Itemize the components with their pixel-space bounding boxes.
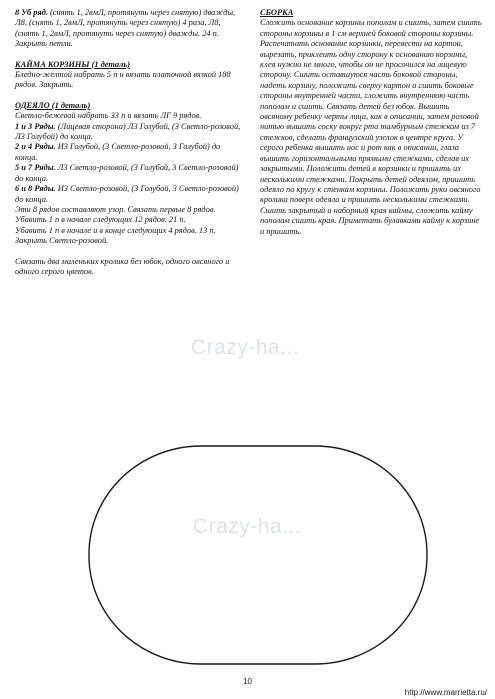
row-instruction [15,163,241,184]
decrease-1: Убавить 1 п в начале следующих 12 рядов. 21 п. [15,215,186,225]
left-column [15,8,241,277]
blanket-intro: Светло-бежевой набрать 33 п и вязать ЛГ 9 рядов. [15,111,202,121]
assembly-heading: СБОРКА [260,8,294,17]
row8-text: (снять 1, 2вмЛ, протянуть через снятую) дважды, Л8, (снять 1, 2вмЛ, протянуть через снятую) 4 раза, Л8, (снять 1, 2вмЛ, протянуть через снятую) дважды. 24 п. [15,8,236,38]
row-label: 1 и 3 Ряды. [15,121,56,131]
row-text: Л3 Светло-розовой, (3 Голубой, 3 Светло-розовой) до конца. [15,163,239,183]
row-instruction [15,122,241,143]
assembly-text: Сложить основание корзины пополам и сшить, затем сшить стороны корзины в 1 см верхней боковой стороны корзины. Распечатать основание корзинки, перевести на картон, вырезать, приклеить одну сторону к основанию корзины, клея нужно не много, чтобы он не просочился на лицевую сторону. Сшить оставшуюся часть боковой стороны, надеть корзину, положить сверху картон и сшить боковые стороны внутренней части, сложить внутреннюю часть пополам и сшить. Связать детей без юбок. Вышить овсяному ребенку черты лица, как в описании, затем розовой нитью вышить соску вокруг рта тамбурным стежком из 7 стежков, сделать французский узелок в центре круга. У серого ребенка вышить нос и рот как в описании, глаза вышить горизонтальными прямыми стежками, сделав их закрытыми. Положить детей в корзинки и пришить их несколькими стежками. Покрыть детей одеялом, пришить одеяло по кругу к стенкам корзины. Положить руки овсяного кролика поверх одеяла и пришить несколькими стежками. Сшить закрытый и наборный края каймы, сложить кайму пополам сшить края. Приметать булавками кайму к корзине и пришить. [260,18,482,236]
row-text: (Лицевая сторона) Л3 Голубой, (3 Светло-розовой, Л3 Голубой) до конца. [15,121,241,142]
close-loops: Закрыть петли. [15,39,73,49]
row-label: 2 и 4 Ряды. [15,142,56,152]
row8-paragraph [15,8,241,39]
watermark: Crazy-ha... [193,515,302,538]
border-heading: КАЙМА КОРЗИНЫ (1 деталь) [15,59,131,69]
row-text: И3 Голубой, (3 Светло-розовой, 3 Голубой) до конца. [15,142,221,162]
row8-label: 8 Уб ряд. [15,8,48,17]
rabbits-note: Связать два маленьких кролика без юбок, одного овсяного и одного серого цветов. [15,256,230,276]
border-text: Бледно-желтой набрать 5 п и вязать платочной вязкой 188 рядов. Закрыть. [15,70,231,90]
right-column [260,8,482,237]
site-url: http://www.marrietta.ru/ [404,688,487,697]
watermark: Crazy-ha... [191,336,300,359]
blanket-heading: ОДЕЯЛО (1 деталь) [15,100,91,110]
row-label: 6 и 8 Ряды. [15,184,56,194]
row-label: 5 и 7 Ряды. [15,163,56,173]
basket-base-template-oval [88,445,428,665]
row-instruction [15,142,241,163]
page-number: 10 [243,677,252,686]
decrease-2: Убавить 1 п в начале и в конце следующих 4 рядов. 13 п. [15,225,216,235]
pattern-note: Эти 8 рядов составляют узор. Связать первые 8 рядов. [15,204,216,214]
row-text: И3 Светло-розовой, (3 Голубой, 3 Светло-розовой) до конца. [15,184,239,204]
row-instruction [15,184,241,205]
oval-outline [89,446,427,664]
close-pink: Закрыть Светло-розовой. [15,236,109,246]
